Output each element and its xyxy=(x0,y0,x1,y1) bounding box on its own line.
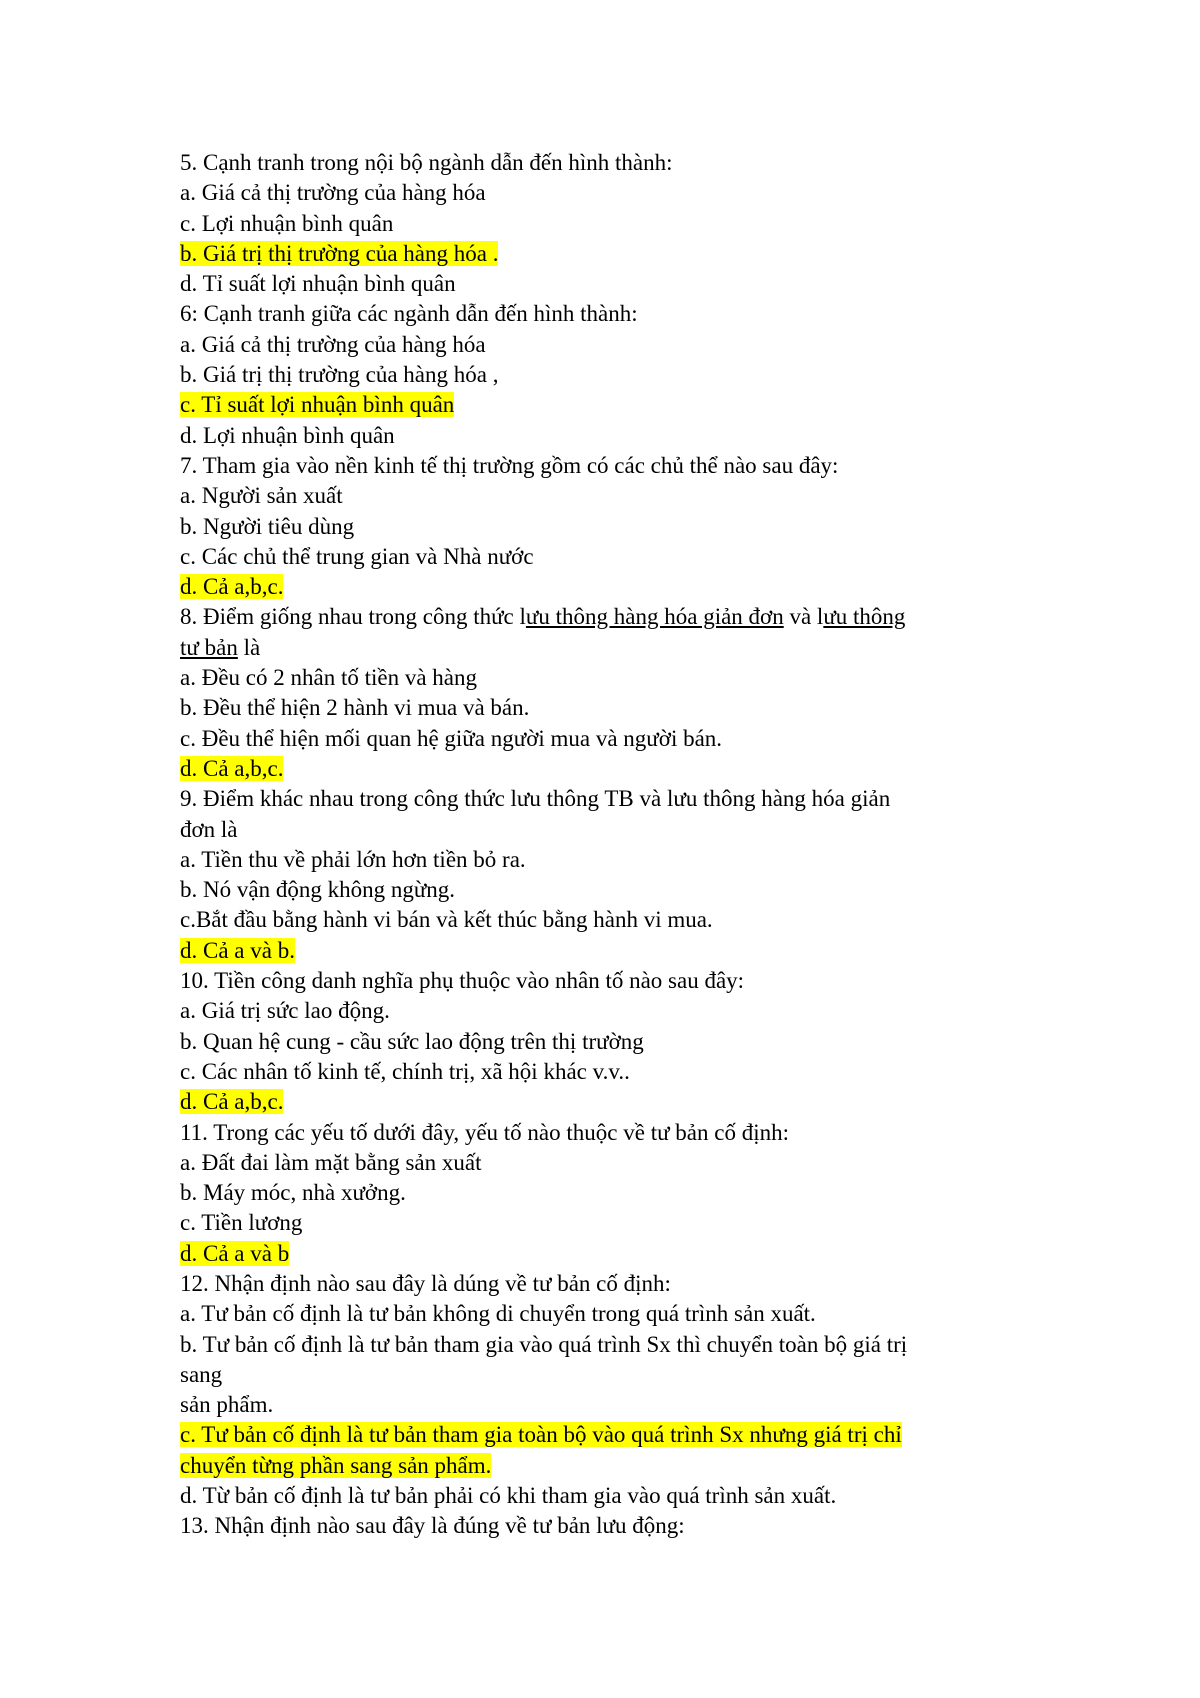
line-text: 12. Nhận định nào sau đây là dúng về tư bản cố định: xyxy=(180,1270,671,1296)
underlined-text: ưu thông hàng hóa giản đơn xyxy=(525,604,784,630)
line-text: b. Giá trị thị trường của hàng hóa , xyxy=(180,362,499,388)
line-text: 11. Trong các yếu tố dưới đây, yếu tố nào thuộc về tư bản cố định: xyxy=(180,1119,790,1145)
text-line xyxy=(180,299,1040,329)
line-text: c. Đều thể hiện mối quan hệ giữa người mua và người bán. xyxy=(180,725,723,751)
line-text: d. Tỉ suất lợi nhuận bình quân xyxy=(180,271,456,297)
text-line xyxy=(180,936,1040,966)
text-line xyxy=(180,1118,1040,1148)
line-text: sang xyxy=(180,1361,223,1387)
line-text: c. Các nhân tố kinh tế, chính trị, xã hội khác v.v.. xyxy=(180,1058,630,1084)
line-text: b. Quan hệ cung - cầu sức lao động trên thị trường xyxy=(180,1028,644,1054)
line-text: 13. Nhận định nào sau đây là đúng về tư bản lưu động: xyxy=(180,1513,685,1539)
text-line xyxy=(180,421,1040,451)
text-line xyxy=(180,390,1040,420)
text-line xyxy=(180,512,1040,542)
text-line xyxy=(180,1330,1040,1360)
highlighted-answer: d. Cả a và b. xyxy=(180,937,295,963)
line-text: đơn là xyxy=(180,816,238,842)
line-text: a. Tư bản cố định là tư bản không di chuyển trong quá trình sản xuất. xyxy=(180,1301,816,1327)
line-text: sản phẩm. xyxy=(180,1392,274,1418)
text-line xyxy=(180,693,1040,723)
text-line xyxy=(180,996,1040,1026)
text-line xyxy=(180,1208,1040,1238)
underlined-text: tư bản xyxy=(180,634,238,660)
line-text: c. Lợi nhuận bình quân xyxy=(180,210,394,236)
text-line xyxy=(180,360,1040,390)
text-line xyxy=(180,451,1040,481)
text-line xyxy=(180,178,1040,208)
text-line xyxy=(180,875,1040,905)
line-text: 9. Điểm khác nhau trong công thức lưu thông TB và lưu thông hàng hóa giản xyxy=(180,786,891,812)
line-text: và l xyxy=(783,604,824,630)
line-text: là xyxy=(237,634,261,660)
text-line xyxy=(180,209,1040,239)
line-text: c. Tiền lương xyxy=(180,1210,303,1236)
line-text: a. Giá trị sức lao động. xyxy=(180,998,390,1024)
highlighted-answer: d. Cả a,b,c. xyxy=(180,574,284,600)
text-line xyxy=(180,572,1040,602)
line-text: a. Giá cả thị trường của hàng hóa xyxy=(180,180,486,206)
text-line xyxy=(180,724,1040,754)
line-text: a. Giá cả thị trường của hàng hóa xyxy=(180,331,486,357)
line-text: c.Bắt đầu bằng hành vi bán và kết thúc bằng hành vi mua. xyxy=(180,907,713,933)
text-line xyxy=(180,1481,1040,1511)
line-text: b. Đều thể hiện 2 hành vi mua và bán. xyxy=(180,695,530,721)
line-text: 5. Cạnh tranh trong nội bộ ngành dẫn đến hình thành: xyxy=(180,150,673,175)
text-line xyxy=(180,784,1040,814)
line-text: 8. Điểm giống nhau trong công thức l xyxy=(180,604,526,630)
text-line xyxy=(180,845,1040,875)
highlighted-answer: d. Cả a,b,c. xyxy=(180,755,284,781)
line-text: b. Máy móc, nhà xưởng. xyxy=(180,1180,406,1206)
line-text: a. Người sản xuất xyxy=(180,483,343,509)
text-line xyxy=(180,269,1040,299)
highlighted-answer: d. Cả a,b,c. xyxy=(180,1089,284,1115)
text-line xyxy=(180,1087,1040,1117)
highlighted-answer: d. Cả a và b xyxy=(180,1240,290,1266)
text-line xyxy=(180,1360,1040,1390)
text-line xyxy=(180,905,1040,935)
document-body xyxy=(180,148,1040,1542)
text-line xyxy=(180,1269,1040,1299)
line-text: 7. Tham gia vào nền kinh tế thị trường gồm có các chủ thể nào sau đây: xyxy=(180,452,839,478)
text-line xyxy=(180,239,1040,269)
text-line xyxy=(180,602,1040,632)
line-text: b. Người tiêu dùng xyxy=(180,513,355,539)
line-text: 6: Cạnh tranh giữa các ngành dẫn đến hình thành: xyxy=(180,301,638,327)
line-text: 10. Tiền công danh nghĩa phụ thuộc vào nhân tố nào sau đây: xyxy=(180,968,745,994)
text-line xyxy=(180,754,1040,784)
text-line xyxy=(180,1239,1040,1269)
text-line xyxy=(180,542,1040,572)
text-line xyxy=(180,663,1040,693)
text-line xyxy=(180,1420,1040,1450)
text-line xyxy=(180,1178,1040,1208)
text-line xyxy=(180,1299,1040,1329)
underlined-text: ưu thông xyxy=(823,604,906,630)
line-text: a. Tiền thu về phải lớn hơn tiền bỏ ra. xyxy=(180,846,526,872)
highlighted-answer: c. Tỉ suất lợi nhuận bình quân xyxy=(180,392,455,418)
text-line xyxy=(180,1027,1040,1057)
text-line xyxy=(180,1451,1040,1481)
line-text: c. Các chủ thể trung gian và Nhà nước xyxy=(180,543,534,569)
text-line xyxy=(180,148,1040,178)
text-line xyxy=(180,1057,1040,1087)
line-text: a. Đều có 2 nhân tố tiền và hàng xyxy=(180,665,477,691)
line-text: d. Từ bản cố định là tư bản phải có khi tham gia vào quá trình sản xuất. xyxy=(180,1483,837,1509)
highlighted-answer: b. Giá trị thị trường của hàng hóa . xyxy=(180,240,499,266)
highlighted-answer: c. Tư bản cố định là tư bản tham gia toàn bộ vào quá trình Sx nhưng giá trị chỉ xyxy=(180,1422,902,1448)
highlighted-answer: chuyển từng phần sang sản phẩm. xyxy=(180,1452,492,1478)
line-text: b. Tư bản cố định là tư bản tham gia vào quá trình Sx thì chuyển toàn bộ giá trị xyxy=(180,1331,908,1357)
text-line xyxy=(180,330,1040,360)
text-line xyxy=(180,815,1040,845)
text-line xyxy=(180,1511,1040,1541)
text-line xyxy=(180,1390,1040,1420)
text-line xyxy=(180,966,1040,996)
line-text: b. Nó vận động không ngừng. xyxy=(180,877,456,903)
line-text: a. Đất đai làm mặt bằng sản xuất xyxy=(180,1149,482,1175)
text-line xyxy=(180,1148,1040,1178)
text-line xyxy=(180,481,1040,511)
text-line xyxy=(180,633,1040,663)
line-text: d. Lợi nhuận bình quân xyxy=(180,422,395,448)
